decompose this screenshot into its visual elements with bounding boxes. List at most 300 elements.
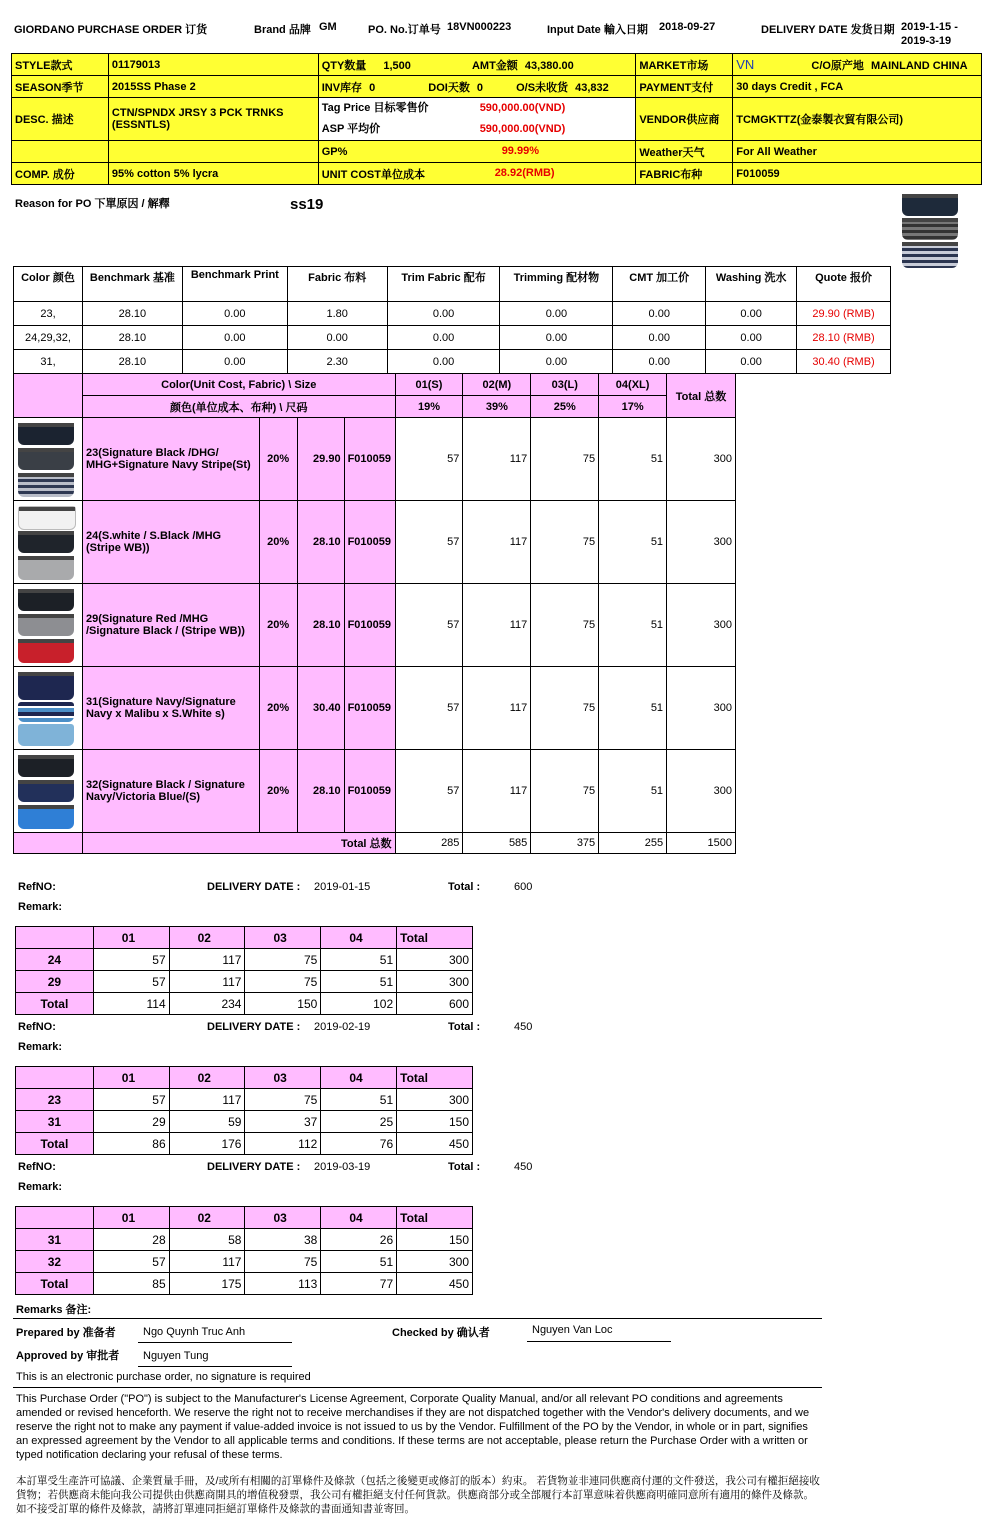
cost-header: Quote 报价	[797, 267, 891, 302]
delivery-total: 450	[514, 1021, 533, 1033]
delivery-qty: 114	[93, 993, 169, 1015]
cost-cell: 0.00	[500, 326, 613, 350]
tag-price-label: Tag Price 目标零售价	[321, 102, 429, 114]
delivery-date: 2019-01-15	[314, 881, 371, 893]
delivery-qty: 112	[245, 1133, 321, 1155]
product-thumbnail	[14, 419, 78, 499]
delivery-total: 600	[514, 881, 533, 893]
desc-line-2: (ESSNTLS)	[111, 119, 170, 131]
vendor-label: VENDOR供应商	[636, 98, 733, 141]
color-name: 29(Signature Red /MHG /Signature Black / (Stripe WB))	[82, 584, 259, 667]
delivery-total-row	[16, 1273, 473, 1295]
color-pct: 20%	[259, 750, 297, 833]
color-thumb-cell	[14, 750, 83, 833]
color-name: 31(Signature Navy/Signature Navy x Malibu x S.White s)	[82, 667, 259, 750]
size-qty: 75	[531, 584, 599, 667]
color-row	[14, 750, 736, 833]
delivery-qty: 58	[169, 1229, 245, 1251]
delivery-qty: 176	[169, 1133, 245, 1155]
delivery-date-label: DELIVERY DATE :	[207, 1021, 301, 1033]
cost-header: Trimming 配材物	[500, 267, 613, 302]
delivery-qty: 57	[93, 971, 169, 993]
delivery-qty: 37	[245, 1111, 321, 1133]
quote-cell: 29.90 (RMB)	[797, 302, 891, 326]
quote-cell: 30.40 (RMB)	[797, 350, 891, 374]
delivery-date-range-start: 2019-1-15 -	[901, 21, 958, 33]
qty-label: QTY数量	[321, 59, 367, 72]
color-fabric: F010059	[344, 418, 395, 501]
size-header: 01(S)	[395, 374, 463, 396]
size-qty: 57	[395, 750, 463, 833]
delivery-qty: 300	[397, 949, 473, 971]
market-co-cell	[733, 54, 982, 76]
size-qty: 51	[599, 667, 667, 750]
signature-line	[138, 1366, 292, 1367]
size-total: 585	[463, 833, 531, 854]
delivery-qty: 75	[245, 1251, 321, 1273]
color-size-header-cn: 颜色(单位成本、布种) \ 尺码	[82, 396, 395, 418]
delivery-qty: 51	[321, 949, 397, 971]
color-fabric: F010059	[344, 750, 395, 833]
po-number-label: PO. No.订单号	[368, 24, 441, 36]
color-name: 23(Signature Black /DHG/ MHG+Signature Navy Stripe(St)	[82, 418, 259, 501]
delivery-total-label: Total :	[448, 1021, 481, 1033]
season-label: SEASON季节	[12, 76, 109, 98]
image-header-cell	[14, 374, 83, 418]
amt-value: 43,380.00	[524, 59, 574, 72]
empty-cell	[16, 927, 94, 949]
delivery-total-row	[16, 993, 473, 1015]
po-info-table	[11, 53, 982, 185]
os-value: 43,832	[575, 81, 609, 94]
delivery-qty: 86	[93, 1133, 169, 1155]
size-qty: 117	[463, 501, 531, 584]
delivery-qty: 25	[321, 1111, 397, 1133]
ref-no-label: RefNO:	[18, 1161, 56, 1173]
size-breakdown-table	[13, 373, 736, 854]
delivery-qty: 113	[245, 1273, 321, 1295]
cost-cell: 0.00	[706, 302, 797, 326]
size-header: 04(XL)	[599, 374, 667, 396]
delivery-col-header: 02	[169, 1207, 245, 1229]
gp-value: 99.99%	[501, 145, 539, 157]
delivery-qty: 59	[169, 1111, 245, 1133]
row-total: 300	[667, 501, 736, 584]
delivery-row-label: 23	[16, 1089, 94, 1111]
delivery-qty: 150	[245, 993, 321, 1015]
inv-value: 0	[369, 81, 376, 94]
market-label: MARKET市场	[636, 54, 733, 76]
delivery-qty: 102	[321, 993, 397, 1015]
size-qty: 75	[531, 750, 599, 833]
season-value: 2015SS Phase 2	[108, 76, 318, 98]
composition-value: 95% cotton 5% lycra	[108, 163, 318, 185]
cost-header: Washing 洗水	[706, 267, 797, 302]
color-pct: 20%	[259, 501, 297, 584]
delivery-qty: 150	[397, 1229, 473, 1251]
delivery-row-label: 29	[16, 971, 94, 993]
size-header: 02(M)	[463, 374, 531, 396]
size-ratio: 39%	[463, 396, 531, 418]
delivery-date-label: DELIVERY DATE 发货日期	[761, 24, 895, 36]
delivery-qty: 28	[93, 1229, 169, 1251]
cost-cell: 0.00	[387, 302, 500, 326]
delivery-row-label: 31	[16, 1111, 94, 1133]
unit-cost-cell	[318, 163, 636, 185]
delivery-col-header: 03	[245, 1207, 321, 1229]
delivery-qty: 450	[397, 1133, 473, 1155]
terms-english: This Purchase Order ("PO") is subject to the Manufacturer's License Agreement, Corporate Quality Manual, and/or all relevant PO conditions and agreements amended or revised henceforth. We reserve the right not to receive merchandises if they are not dispatched together with the Vendor's delivery documents, and we reserve the right not to make any payment if value-added invoice is not issued to us by the Vendor. Fulfillment of the PO by the Vendor, in whole or in part, signifies an expressed agreement by the Vendor to all applicable terms and conditions. If these terms are not acceptable, please return the Purchase Order with a written or typed notification declaring your refusal of these terms.	[16, 1393, 810, 1461]
cost-header: Trim Fabric 配布	[387, 267, 500, 302]
payment-label: PAYMENT支付	[636, 76, 733, 98]
cost-cell: 28.10	[82, 302, 182, 326]
color-fabric: F010059	[344, 501, 395, 584]
color-size-header: Color(Unit Cost, Fabric) \ Size	[82, 374, 395, 396]
color-pct: 20%	[259, 418, 297, 501]
brand-label: Brand 品牌	[254, 24, 311, 36]
delivery-col-header: 04	[321, 1207, 397, 1229]
inventory-cell	[318, 76, 636, 98]
color-name: 32(Signature Black / Signature Navy/Victoria Blue/(S)	[82, 750, 259, 833]
delivery-qty: 29	[93, 1111, 169, 1133]
cost-header: Fabric 布料	[287, 267, 387, 302]
cost-cell: 0.00	[706, 350, 797, 374]
delivery-row	[16, 971, 473, 993]
delivery-qty: 75	[245, 971, 321, 993]
input-date: 2018-09-27	[659, 21, 716, 33]
row-total: 300	[667, 584, 736, 667]
cost-header: Benchmark Print	[182, 267, 287, 302]
delivery-qty: 51	[321, 1089, 397, 1111]
ref-no-label: RefNO:	[18, 881, 56, 893]
unit-cost-label: UNIT COST单位成本	[321, 168, 425, 181]
delivery-col-header: Total	[397, 927, 473, 949]
gp-label: GP%	[321, 145, 348, 158]
color-cost: 28.10	[297, 750, 344, 833]
delivery-col-header: 02	[169, 927, 245, 949]
size-header: 03(L)	[531, 374, 599, 396]
delivery-qty: 300	[397, 1089, 473, 1111]
product-thumbnail	[14, 668, 78, 748]
composition-label: COMP. 成份	[12, 163, 109, 185]
cost-cell: 0.00	[182, 302, 287, 326]
delivery-header-row	[16, 1207, 473, 1229]
delivery-table	[15, 1206, 473, 1295]
qty-amt-cell	[318, 54, 636, 76]
size-qty: 75	[531, 501, 599, 584]
checked-by-label: Checked by 确认者	[392, 1327, 490, 1339]
origin-value: MAINLAND CHINA	[871, 59, 968, 72]
color-row	[14, 501, 736, 584]
tag-price-value: 590,000.00(VND)	[479, 102, 566, 114]
approved-by-label: Approved by 审批者	[16, 1350, 120, 1362]
delivery-total: 450	[514, 1161, 533, 1173]
empty-cell	[12, 141, 109, 163]
delivery-row	[16, 1251, 473, 1273]
size-qty: 51	[599, 501, 667, 584]
delivery-qty: 234	[169, 993, 245, 1015]
doi-value: 0	[476, 81, 484, 94]
gp-cell	[318, 141, 636, 163]
cost-row	[14, 350, 891, 374]
cost-cell: 0.00	[613, 302, 706, 326]
checked-by-name: Nguyen Van Loc	[532, 1324, 613, 1336]
delivery-qty: 450	[397, 1273, 473, 1295]
cost-cell: 31,	[14, 350, 83, 374]
delivery-qty: 75	[245, 949, 321, 971]
delivery-qty: 117	[169, 971, 245, 993]
size-ratio: 19%	[395, 396, 463, 418]
color-row	[14, 584, 736, 667]
delivery-table	[15, 926, 473, 1015]
product-image	[898, 192, 960, 272]
delivery-qty: 57	[93, 1089, 169, 1111]
delivery-row-label: 32	[16, 1251, 94, 1273]
input-date-label: Input Date 輸入日期	[547, 24, 648, 36]
po-number: 18VN000223	[447, 21, 512, 33]
delivery-qty: 57	[93, 949, 169, 971]
delivery-qty: 51	[321, 1251, 397, 1273]
delivery-date-label: DELIVERY DATE :	[207, 881, 301, 893]
delivery-qty: 77	[321, 1273, 397, 1295]
size-total: 285	[395, 833, 463, 854]
weather-label: Weather天气	[636, 141, 733, 163]
divider	[13, 1318, 822, 1319]
delivery-col-header: 01	[93, 1067, 169, 1089]
desc-label: DESC. 描述	[12, 98, 109, 141]
color-thumb-cell	[14, 501, 83, 584]
fabric-label: FABRIC布种	[636, 163, 733, 185]
cost-header-row	[14, 267, 891, 302]
size-total: 255	[599, 833, 667, 854]
delivery-qty: 600	[397, 993, 473, 1015]
cost-cell: 0.00	[613, 326, 706, 350]
electronic-note: This is an electronic purchase order, no signature is required	[16, 1371, 311, 1383]
size-qty: 57	[395, 418, 463, 501]
delivery-row	[16, 949, 473, 971]
size-qty: 51	[599, 418, 667, 501]
product-thumbnail	[14, 585, 78, 665]
delivery-col-header: 02	[169, 1067, 245, 1089]
empty-cell	[16, 1207, 94, 1229]
color-cost: 28.10	[297, 584, 344, 667]
size-qty: 51	[599, 584, 667, 667]
empty-cell	[14, 833, 83, 854]
cost-row	[14, 302, 891, 326]
delivery-qty: 75	[245, 1089, 321, 1111]
delivery-row-label: Total	[16, 1133, 94, 1155]
cost-cell: 0.00	[287, 326, 387, 350]
delivery-qty: 76	[321, 1133, 397, 1155]
color-thumb-cell	[14, 667, 83, 750]
delivery-row-label: Total	[16, 1273, 94, 1295]
cost-cell: 0.00	[500, 350, 613, 374]
delivery-date: 2019-02-19	[314, 1021, 371, 1033]
delivery-col-header: 03	[245, 927, 321, 949]
cost-row	[14, 326, 891, 350]
delivery-row	[16, 1089, 473, 1111]
delivery-row-label: 31	[16, 1229, 94, 1251]
size-ratio: 17%	[599, 396, 667, 418]
cost-cell: 0.00	[387, 350, 500, 374]
desc-cell	[108, 98, 318, 141]
inv-label: INV库存	[321, 81, 363, 94]
approved-by-name: Nguyen Tung	[143, 1350, 209, 1362]
price-cell	[318, 98, 636, 141]
color-row	[14, 418, 736, 501]
unit-cost-value: 28.92(RMB)	[494, 167, 555, 179]
delivery-table	[15, 1066, 473, 1155]
delivery-qty: 85	[93, 1273, 169, 1295]
delivery-col-header: 04	[321, 927, 397, 949]
size-qty: 75	[531, 667, 599, 750]
reason-value: ss19	[290, 196, 324, 213]
delivery-qty: 117	[169, 1089, 245, 1111]
prepared-by-label: Prepared by 准备者	[16, 1327, 116, 1339]
delivery-row	[16, 1229, 473, 1251]
delivery-col-header: Total	[397, 1207, 473, 1229]
origin-label: C/O原产地	[811, 59, 864, 72]
asp-value: 590,000.00(VND)	[479, 123, 566, 135]
delivery-qty: 300	[397, 1251, 473, 1273]
cost-header: Benchmark 基准	[82, 267, 182, 302]
delivery-date: 2019-03-19	[314, 1161, 371, 1173]
vendor-value: TCMGKTTZ(金泰製衣貿有限公司)	[733, 98, 982, 141]
delivery-col-header: 03	[245, 1067, 321, 1089]
row-total: 300	[667, 667, 736, 750]
size-ratio-row	[14, 396, 736, 418]
size-qty: 117	[463, 750, 531, 833]
cost-cell: 0.00	[182, 326, 287, 350]
delivery-date-label: DELIVERY DATE :	[207, 1161, 301, 1173]
prepared-by-name: Ngo Quynh Truc Anh	[143, 1326, 246, 1338]
color-fabric: F010059	[344, 667, 395, 750]
delivery-date-range-end: 2019-3-19	[901, 35, 952, 47]
row-total: 300	[667, 750, 736, 833]
quote-cell: 28.10 (RMB)	[797, 326, 891, 350]
os-label: O/S未收货	[516, 81, 569, 94]
delivery-qty: 300	[397, 971, 473, 993]
cost-cell: 0.00	[706, 326, 797, 350]
cost-cell: 0.00	[182, 350, 287, 374]
cost-cell: 0.00	[500, 302, 613, 326]
cost-cell: 23,	[14, 302, 83, 326]
cost-cell: 24,29,32,	[14, 326, 83, 350]
cost-cell: 0.00	[613, 350, 706, 374]
delivery-header-row	[16, 927, 473, 949]
reason-label: Reason for PO 下單原因 / 解釋	[15, 198, 170, 210]
cost-header: CMT 加工价	[613, 267, 706, 302]
divider	[13, 1387, 822, 1388]
cost-header: Color 颜色	[14, 267, 83, 302]
size-qty: 75	[531, 418, 599, 501]
cost-cell: 28.10	[82, 326, 182, 350]
payment-value: 30 days Credit , FCA	[733, 76, 982, 98]
color-cost: 28.10	[297, 501, 344, 584]
color-pct: 20%	[259, 667, 297, 750]
delivery-total-row	[16, 1133, 473, 1155]
signature-line	[138, 1342, 292, 1343]
grand-total: 1500	[667, 833, 736, 854]
color-cost: 30.40	[297, 667, 344, 750]
cost-breakdown-table	[13, 266, 891, 374]
grand-total-label: Total 总数	[82, 833, 395, 854]
size-qty: 117	[463, 584, 531, 667]
size-qty: 51	[599, 750, 667, 833]
doi-label: DOI天数	[428, 81, 470, 94]
cost-cell: 28.10	[82, 350, 182, 374]
size-header-row	[14, 374, 736, 396]
row-total: 300	[667, 418, 736, 501]
po-title: GIORDANO PURCHASE ORDER 订货	[14, 24, 208, 36]
size-total: 375	[531, 833, 599, 854]
delivery-row-label: 24	[16, 949, 94, 971]
amt-label: AMT金额	[471, 59, 518, 72]
cost-cell: 1.80	[287, 302, 387, 326]
size-qty: 57	[395, 584, 463, 667]
weather-value: For All Weather	[733, 141, 982, 163]
delivery-qty: 117	[169, 1251, 245, 1273]
color-thumb-cell	[14, 418, 83, 501]
delivery-col-header: 01	[93, 1207, 169, 1229]
delivery-col-header: 04	[321, 1067, 397, 1089]
remarks-label: Remarks 备注:	[16, 1304, 92, 1316]
qty-value: 1,500	[383, 59, 411, 72]
total-header: Total 总数	[667, 374, 736, 418]
size-qty: 57	[395, 667, 463, 750]
market-value: VN	[736, 56, 755, 72]
size-total-row	[14, 833, 736, 854]
delivery-row	[16, 1111, 473, 1133]
ref-no-label: RefNO:	[18, 1021, 56, 1033]
remark-label: Remark:	[18, 901, 63, 913]
style-label: STYLE款式	[12, 54, 109, 76]
delivery-qty: 175	[169, 1273, 245, 1295]
delivery-total-label: Total :	[448, 1161, 481, 1173]
color-row	[14, 667, 736, 750]
color-fabric: F010059	[344, 584, 395, 667]
delivery-row-label: Total	[16, 993, 94, 1015]
delivery-qty: 26	[321, 1229, 397, 1251]
fabric-value: F010059	[733, 163, 982, 185]
cost-cell: 0.00	[387, 326, 500, 350]
color-pct: 20%	[259, 584, 297, 667]
size-ratio: 25%	[531, 396, 599, 418]
desc-line-1: CTN/SPNDX JRSY 3 PCK TRNKS	[111, 107, 284, 119]
cost-cell: 2.30	[287, 350, 387, 374]
product-thumbnail	[14, 502, 78, 582]
delivery-qty: 57	[93, 1251, 169, 1273]
style-value: 01179013	[108, 54, 318, 76]
delivery-qty: 38	[245, 1229, 321, 1251]
size-qty: 57	[395, 501, 463, 584]
product-thumbnail	[14, 751, 78, 831]
empty-cell	[108, 141, 318, 163]
signature-line	[527, 1341, 671, 1342]
delivery-qty: 51	[321, 971, 397, 993]
color-thumb-cell	[14, 584, 83, 667]
remark-label: Remark:	[18, 1041, 63, 1053]
remark-label: Remark:	[18, 1181, 63, 1193]
delivery-col-header: Total	[397, 1067, 473, 1089]
color-cost: 29.90	[297, 418, 344, 501]
delivery-qty: 117	[169, 949, 245, 971]
empty-cell	[16, 1067, 94, 1089]
size-qty: 117	[463, 418, 531, 501]
delivery-total-label: Total :	[448, 881, 481, 893]
brand-value: GM	[319, 21, 337, 33]
terms-chinese: 本訂單受生產許可協議、企業質量手冊，及/或所有相關的訂單條件及條款（包括之後變更或修訂的版本）約束。 若貨物並非連同供應商付運的文件發送，我公司有權拒絕接收貨物；若供應商未能向我公司提供由供應商開具的增值稅發票，我公司有權拒絕支付任何貨款。供應商部分或全部履行本訂單意味着供應商明確同意所有適用的條件及條款。如不接受訂單的條件及條款，請將訂單連同拒絕訂單條件及條款的書面通知書並寄回。	[16, 1475, 820, 1515]
